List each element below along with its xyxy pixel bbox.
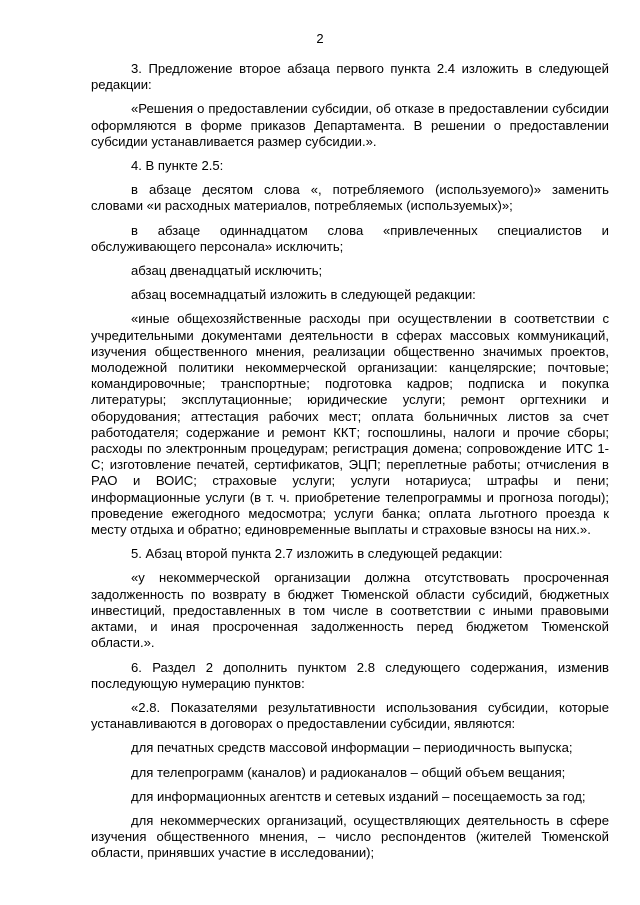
paragraph-quote-decision: «Решения о предоставлении субсидии, об отказе в предоставлении субсидии оформляются в форме приказов Департамента. В решении о предоставлении субсидии устанавливается размер субсидии.». <box>91 101 609 149</box>
paragraph-print-media: для печатных средств массовой информации – периодичность выпуска; <box>131 740 573 756</box>
paragraph-item-5: 5. Абзац второй пункта 2.7 изложить в следующей редакции: <box>131 546 503 562</box>
document-body <box>91 61 609 870</box>
paragraph-abzac-11: в абзаце одиннадцатом слова «привлеченных специалистов и обслуживающего персонала» исключить; <box>91 222 609 254</box>
paragraph-abzac-10: в абзаце десятом слова «, потребляемого (используемого)» заменить словами «и расходных материалов, потребляемых (используемых)»; <box>91 182 609 214</box>
page-number: 2 <box>316 31 324 46</box>
paragraph-abzac-18: абзац восемнадцатый изложить в следующей редакции: <box>131 287 476 303</box>
paragraph-item-3: 3. Предложение второе абзаца первого пункта 2.4 изложить в следующей редакции: <box>91 61 609 93</box>
paragraph-item-4: 4. В пункте 2.5: <box>131 158 224 174</box>
paragraph-item-6: 6. Раздел 2 дополнить пунктом 2.8 следующего содержания, изменив последующую нумерацию пунктов: <box>91 659 609 691</box>
paragraph-quote-expenses: «иные общехозяйственные расходы при осуществлении в соответствии с учредительными документами деятельности в сферах массовых коммуникаций, изучения общественного мнения, реализации общественно значимых проектов, молодежной политики некоммерческой организации: канцелярские; почтовые; командировочные; транспортные; подготовка кадров; подписка и покупка литературы; эксплутационные; юридические услуги; ремонт оргтехники и оборудования; аттестация рабочих мест; оплата больничных листов за счет работодателя; содержание и ремонт ККТ; госпошлины, налоги и прочие сборы; расходы по электронным процедурам; регистрация домена; сопровождение ИТС 1-С; изготовление печатей, сертификатов, ЭЦП; переплетные работы; отчисления в РАО и ВОИС; страховые услуги; услуги нотариуса; штрафы и пени; информационные услуги (в т. ч. приобретение телепрограммы и прогноза погоды); проведение ежегодного медосмотра; услуги банка; оплата льготного проезда к месту отдыха и обратно; единовременные выплаты и страховые взносы на них.». <box>91 311 609 538</box>
paragraph-nonprofit-research: для некоммерческих организаций, осуществляющих деятельность в сфере изучения общественного мнения, – число респондентов (жителей Тюменской области, принявших участие в исследовании); <box>91 812 609 861</box>
paragraph-tv-radio: для телепрограмм (каналов) и радиоканалов – общий объем вещания; <box>131 764 566 780</box>
paragraph-news-agencies: для информационных агентств и сетевых изданий – посещаемость за год; <box>131 788 586 804</box>
paragraph-abzac-12: абзац двенадцатый исключить; <box>131 263 323 279</box>
paragraph-quote-2-8: «2.8. Показателями результативности использования субсидии, которые устанавливаются в договорах о предоставлении субсидии, являются: <box>91 699 609 732</box>
paragraph-quote-debt: «у некоммерческой организации должна отсутствовать просроченная задолженность по возврату в бюджет Тюменской области субсидий, бюджетных инвестиций, предоставленных в том числе в соответствии с иными правовыми актами, и иная просроченная задолженность перед бюджетом Тюменской области.». <box>91 570 609 651</box>
